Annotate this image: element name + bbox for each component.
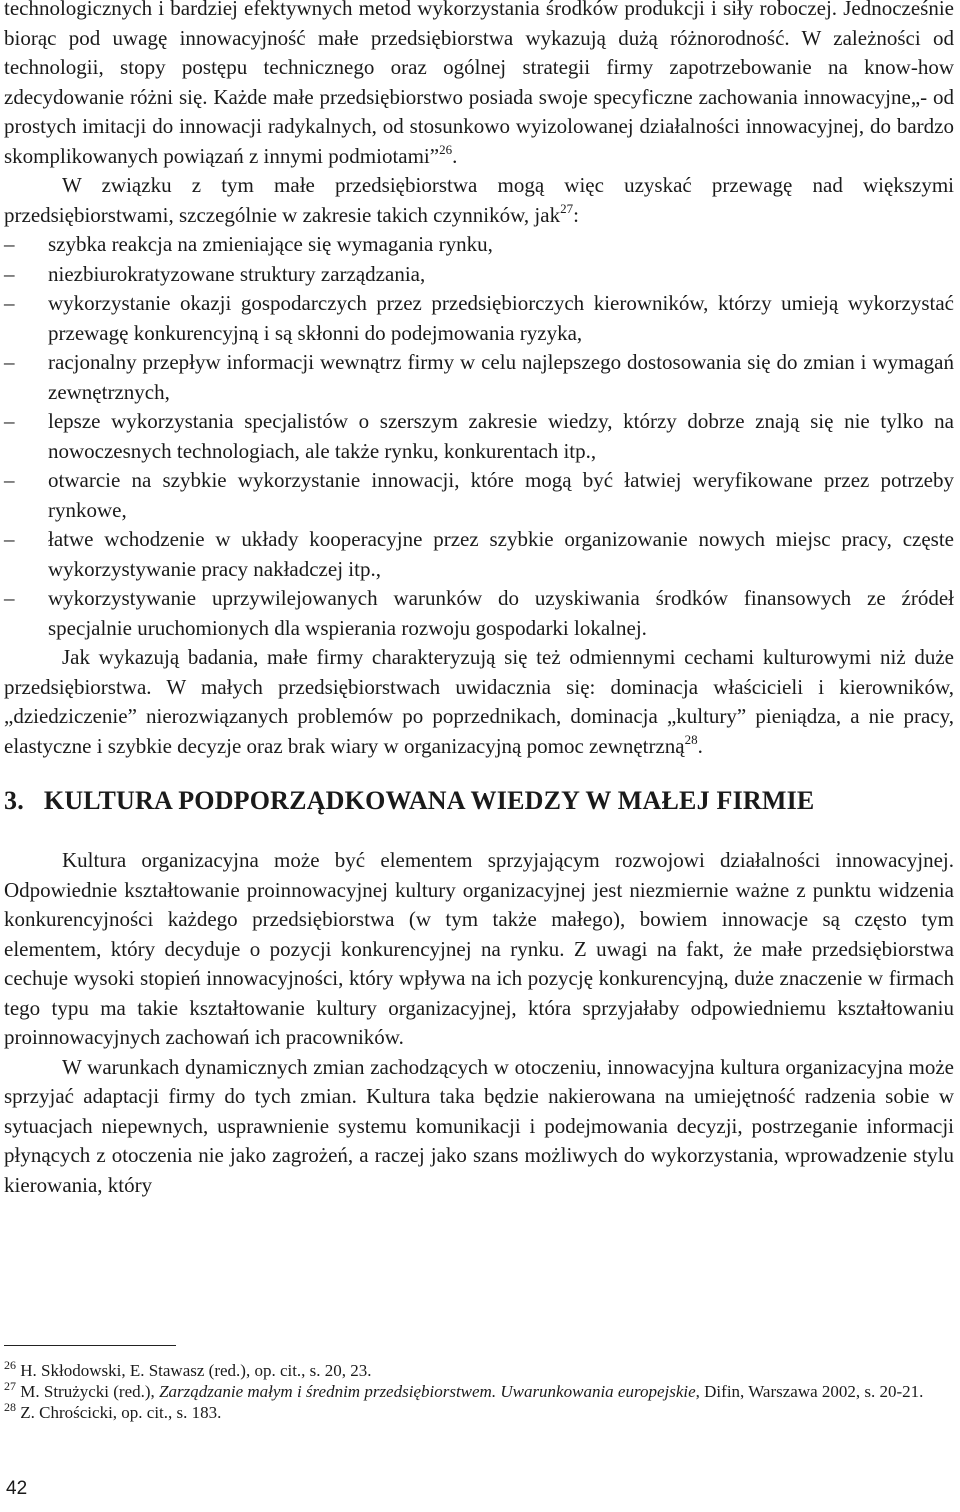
dash-bullet: –	[4, 350, 15, 374]
paragraph-1: technologicznych i bardziej efektywnych metod wykorzystania środków produkcji i siły roboczej. Jednocześnie biorąc pod uwagę innowacyjność małe przedsiębiorstwa wykazują dużą różnorodność. W zależności od technologii, stopy postępu technicznego oraz ogólnej strategii firmy zapotrzebowanie na know-how zdecydowanie różni się. Każde małe przedsiębiorstwo posiada swoje specyficzne zachowania innowacyjne„- od prostych imitacji do innowacji radykalnych, od stosunkowo wyizolowanej działalności innowacyjnej, do bardzo skomplikowanych powiązań z innymi podmiotami”$^{26}$.	[4, 0, 954, 168]
dash-bullet: –	[4, 291, 15, 315]
footnote-separator	[4, 1345, 176, 1346]
dash-bullet: –	[4, 261, 15, 286]
paragraph-3: Jak wykazują badania, małe firmy charakteryzują się też odmiennymi cechami kulturowymi niż duże przedsiębiorstwa. W małych przedsiębiorstwach uwidacznia się: dominacja właścicieli i kierowników, „dziedziczenie” nierozwiązanych problemów po poprzednikach, dominacja „kultury” pieniądza, a nie pracy, elastyczne i szybkie decyzje oraz brak wiary w organizacyjną pomoc zewnętrzną$^{28}$.	[4, 645, 954, 758]
section-heading	[4, 784, 954, 818]
paragraph-2: W związku z tym małe przedsiębiorstwa mogą więc uzyskać przewagę nad większymi przedsiębiorstwami, szczególnie w zakresie takich czynników, jak$^{27}$:	[4, 173, 954, 227]
dash-bullet: –	[4, 409, 15, 433]
footnote-26: $^{26}$ H. Skłodowski, E. Stawasz (red.), op. cit., s. 20, 23.	[4, 1358, 372, 1380]
list-item: – łatwe wchodzenie w układy kooperacyjne przez szybkie organizowanie nowych miejsc pracy, częste wykorzystywanie pracy nakładczej itp.,	[4, 527, 954, 581]
footnote-ref-26[interactable]: 26	[439, 141, 453, 157]
list-item: – lepsze wykorzystania specjalistów o szerszym zakresie wiedzy, którzy dobrze znają się nie tylko na nowoczesnych technologiach, ale także rynku, konkurentach itp.,	[4, 409, 954, 463]
footnote-27: $^{27}$ M. Strużycki (red.), Zarządzanie małym i średnim przedsiębiorstwem. Uwarunkowania europejskie, Difin, Warszawa 2002, s. 20-21.	[4, 1379, 924, 1401]
dash-bullet: –	[4, 232, 15, 256]
page-number: 42	[6, 1478, 28, 1499]
section-title: KULTURA PODPORZĄDKOWANA WIEDZY W MAŁEJ FIRMIE	[43, 786, 815, 815]
footnotes	[4, 1345, 954, 1423]
dash-bullet: –	[4, 468, 15, 492]
advantages-list	[4, 230, 954, 643]
list-item: – racjonalny przepływ informacji wewnątrz firmy w celu najlepszego dostosowania się do zmian i wymagań zewnętrznych,	[4, 350, 954, 404]
dash-bullet: –	[4, 586, 15, 610]
dash-bullet: –	[4, 527, 15, 551]
footnote-ref-28[interactable]: 28	[684, 731, 698, 747]
footnote-28: $^{28}$ Z. Chrościcki, op. cit., s. 183.	[4, 1400, 222, 1422]
section-number: 3.	[4, 786, 24, 815]
paragraph-4: Kultura organizacyjna może być elementem sprzyjającym rozwojowi działalności innowacyjnej. Odpowiednie kształtowanie proinnowacyjnej kultury organizacyjnej jest niezmiernie ważne z punktu widzenia konkurencyjności każdego przedsiębiorstwa (w tym także małego), bowiem innowacje są często tym elementem, który decyduje o pozycji konkurencyjnej na rynku. Z uwagi na fakt, że małe przedsiębiorstwa cechuje wysoki stopień innowacyjności, który wpływa na ich pozycję konkurencyjną, duże znaczenie w firmach tego typu ma takie kształtowanie kultury organizacyjnej, która sprzyjałaby odpowiedniemu kształtowaniu proinnowacyjnych zachowań ich pracowników.	[4, 848, 954, 1049]
list-item: – otwarcie na szybkie wykorzystanie innowacji, które mogą być łatwiej weryfikowane przez potrzeby rynkowe,	[4, 468, 954, 522]
list-item: – wykorzystywanie uprzywilejowanych warunków do uzyskiwania środków finansowych ze źródeł specjalnie uruchomionych dla wspierania rozwoju gospodarki lokalnej.	[4, 586, 954, 640]
document-page	[4, 0, 954, 1200]
footnote-ref-27[interactable]: 27	[560, 200, 574, 216]
list-item: – wykorzystanie okazji gospodarczych przez przedsiębiorczych kierowników, którzy umieją wykorzystać przewagę konkurencyjną i są skłonni do podejmowania ryzyka,	[4, 291, 954, 345]
list-item: – szybka reakcja na zmieniające się wymagania rynku,	[4, 230, 954, 260]
list-item: – niezbiurokratyzowane struktury zarządzania,	[4, 260, 954, 290]
paragraph-5: W warunkach dynamicznych zmian zachodzących w otoczeniu, innowacyjna kultura organizacyjna może sprzyjać adaptacji firmy do tych zmian. Kultura taka będzie nakierowana na umiejętność radzenia sobie w sytuacjach niepewnych, usprawnienie systemu komunikacji i podejmowania decyzji, postrzeganie informacji płynących z otoczenia nie jako zagrożeń, a raczej jako szans możliwych do wykorzystania, wprowadzenie stylu kierowania, który	[4, 1054, 954, 1197]
